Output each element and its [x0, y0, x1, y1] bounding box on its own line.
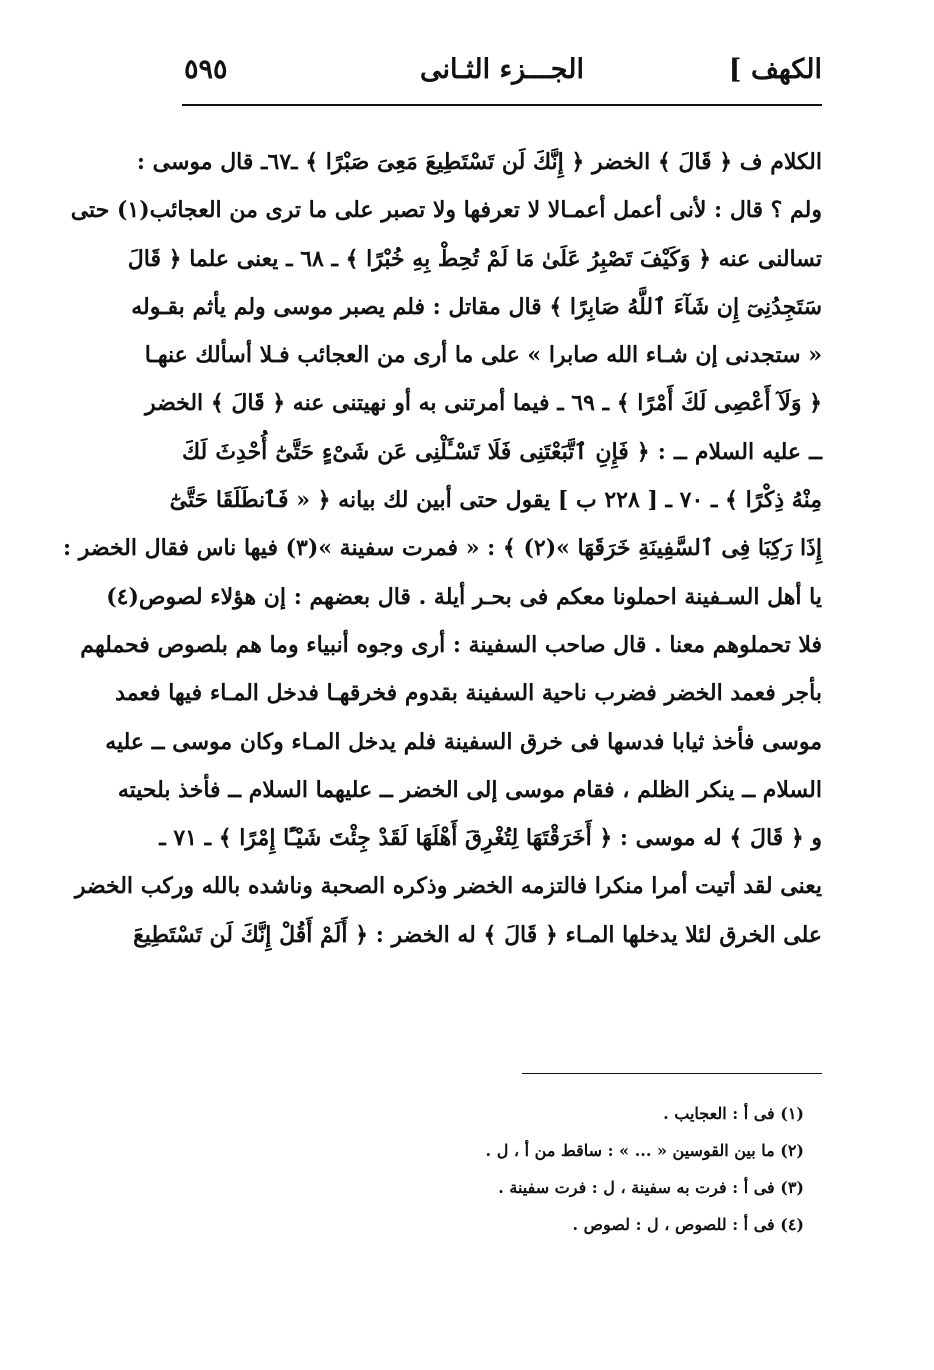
footnote-4: (٤) فى أ : للصوص ، ل : لصوص .: [572, 1215, 804, 1234]
text-line: على الخرق لئلا يدخلها المـاء ﴿ قَالَ ﴾ له الخضر : ﴿ أَلَمْ أَقُلْ إِنَّكَ لَن تَسْتَطِيعَ: [133, 921, 822, 948]
header-divider: [182, 104, 822, 106]
text-line: ولم ؟ قال : لأنى أعمل أعمـالا لا تعرفها ولا تصبر على ما ترى من العجائب(١) حتى: [70, 197, 822, 224]
text-line: سَتَجِدُنِىٓ إِن شَآءَ ٱللَّهُ صَابِرًا ﴾ قال مقاتل : فلم يصبر موسى ولم يأثم بقـوله: [131, 293, 822, 320]
surah-title: الكهف ]: [728, 54, 822, 85]
text-line: الكلام ف ﴿ قَالَ ﴾ الخضر ﴿ إِنَّكَ لَن تَسْتَطِيعَ مَعِىَ صَبْرًا ﴾ ـ٦٧ـ قال موسى :: [136, 149, 822, 175]
text-line: ﴿ وَلَآ أَعْصِى لَكَ أَمْرًا ﴾ ـ ٦٩ ـ فيما أمرتنى به أو نهيتنى عنه ﴿ قَالَ ﴾ الخضر: [144, 390, 822, 417]
text-line: « ستجدنى إن شـاء الله صابرا » على ما أرى من العجائب فـلا أسألك عنهـا: [144, 342, 822, 369]
text-line: السلام ــ ينكر الظلم ، فقام موسى إلى الخضر ــ عليهما السلام ــ فأخذ بلحيته: [117, 776, 822, 803]
text-line: مِنْهُ ذِكْرًا ﴾ ـ ٧٠ ـ [ ٢٢٨ ب ] يقول حتى أبين لك بيانه ﴿ « فَٱنطَلَقَا حَتَّىٰٓ: [169, 487, 822, 514]
text-line: و ﴿ قَالَ ﴾ له موسى : ﴿ أَخَرَقْتَهَا لِتُغْرِقَ أَهْلَهَا لَقَدْ جِئْتَ شَيْـًٔا إِمْرًا ﴾ ـ ٧١ ـ: [159, 825, 822, 852]
footnote-1: (١) فى أ : العجايب .: [663, 1104, 804, 1123]
footnote-3: (٣) فى أ : فرت به سفينة ، ل : فرت سفينة .: [498, 1178, 804, 1197]
page-header: [182, 42, 822, 102]
footnote-divider: [522, 1073, 822, 1074]
text-line: فلا تحملوهم معنا . قال صاحب السفينة : أرى وجوه أنبياء وما هم بلصوص فحملهم: [80, 631, 822, 658]
main-text: [62, 138, 822, 959]
text-line: تسالنى عنه ﴿ وَكَيْفَ تَصْبِرُ عَلَىٰ مَا لَمْ تُحِطْ بِهِ خُبْرًا ﴾ ـ ٦٨ ـ يعنى علما ﴿ قَالَ: [127, 245, 822, 272]
text-line: إِذَا رَكِبَا فِى ٱلسَّفِينَةِ خَرَقَهَا »(٢) ﴾ : « فمرت سفينة »(٣) فيها ناس فقال الخضر :: [62, 535, 822, 562]
part-title: الجـــزء الثـانى: [420, 54, 584, 85]
text-line: موسى فأخذ ثيابا فدسها فى خرق السفينة فلم يدخل المـاء وكان موسى ــ عليه: [105, 728, 822, 755]
text-line: يعنى لقد أتيت أمرا منكرا فالتزمه الخضر وذكره الصحبة وناشده بالله وركب الخضر: [74, 873, 822, 900]
footnote-2: (٢) ما بين القوسين « ... » : ساقط من أ ، ل .: [485, 1141, 804, 1160]
text-line: بأجر فعمد الخضر فضرب ناحية السفينة بقدوم فخرقهـا فدخل المـاء فيها فعمد: [115, 680, 822, 707]
text-line: يا أهل السـفينة احملونا معكم فى بحـر أيلة . قال بعضهم : إن هؤلاء لصوص(٤): [106, 583, 822, 610]
footnotes: [444, 1095, 804, 1243]
text-line: ــ عليه السلام ــ : ﴿ فَإِنِ ٱتَّبَعْتَنِى فَلَا تَسْـَٔلْنِى عَن شَىْءٍ حَتَّىٰٓ أُحْدِثَ لَكَ: [182, 438, 822, 465]
page-number: ٥٩٥: [184, 54, 228, 85]
